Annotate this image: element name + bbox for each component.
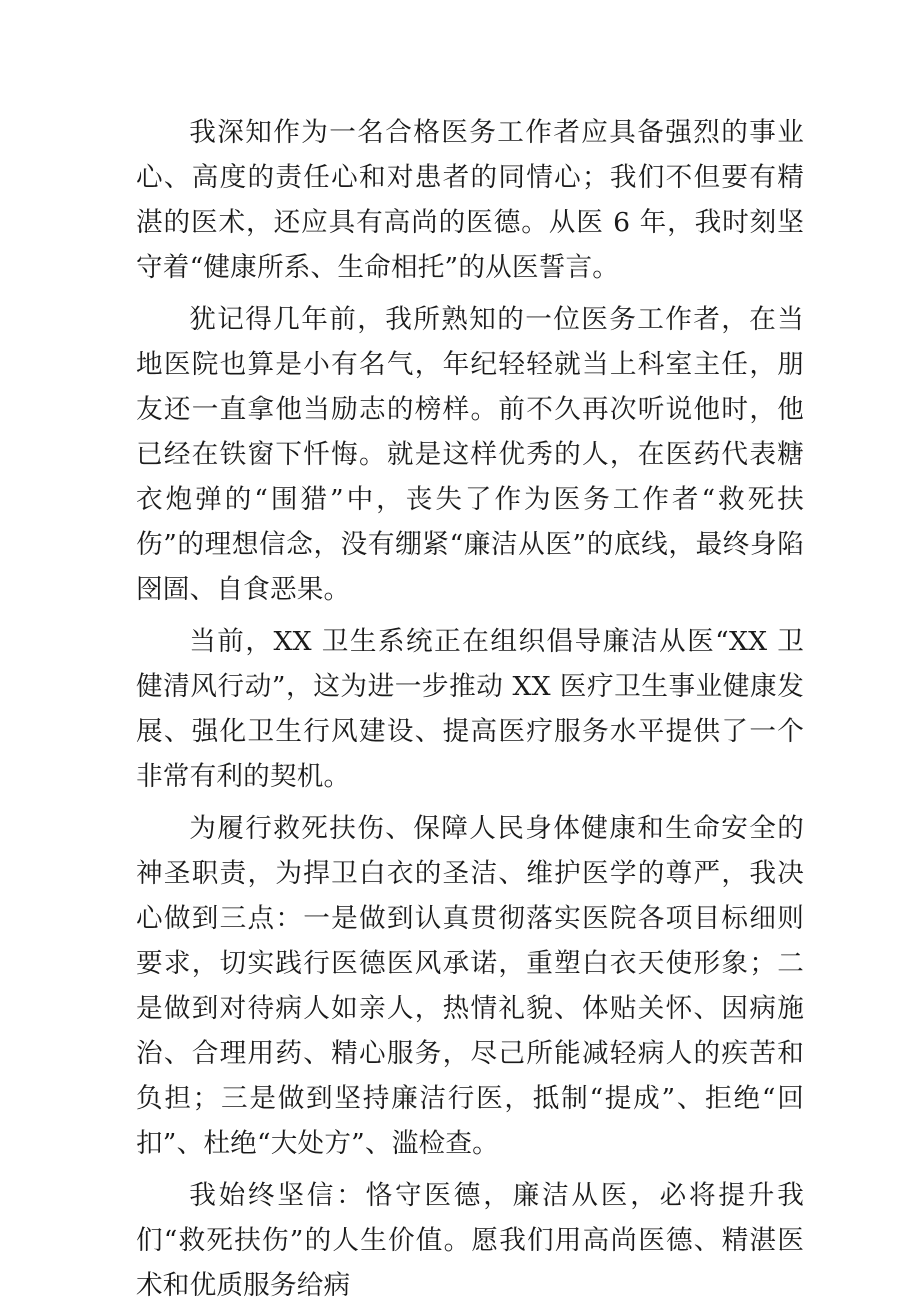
paragraph-1: 我深知作为一名合格医务工作者应具备强烈的事业心、高度的责任心和对患者的同情心；我们不但要有精湛的医术，还应具有高尚的医德。从医 6 年，我时刻坚守着“健康所系、生命相托”的从医誓言。 [136,117,804,283]
paragraph-4: 为履行救死扶伤、保障人民身体健康和生命安全的神圣职责，为捍卫白衣的圣洁、维护医学的尊严，我决心做到三点：一是做到认真贯彻落实医院各项目标细则要求，切实践行医德医风承诺，重塑白衣天使形象；二是做到对待病人如亲人，热情礼貌、体贴关怀、因病施治、合理用药、精心服务，尽己所能减轻病人的疾苦和负担；三是做到坚持廉洁行医，抵制“提成”、拒绝“回扣”、杜绝“大处方”、滥检查。 [136,813,804,1159]
paragraph-2: 犹记得几年前，我所熟知的一位医务工作者，在当地医院也算是小有名气，年纪轻轻就当上科室主任，朋友还一直拿他当励志的榜样。前不久再次听说他时，他已经在铁窗下忏悔。就是这样优秀的人，在医药代表糖衣炮弹的“围猎”中，丧失了作为医务工作者“救死扶伤”的理想信念，没有绷紧“廉洁从医”的底线，最终身陷囹圄、自食恶果。 [136,304,804,605]
paragraph-5: 我始终坚信：恪守医德，廉洁从医，必将提升我们“救死扶伤”的人生价值。愿我们用高尚医德、精湛医术和优质服务给病 [136,1180,804,1301]
document-body [136,110,804,1315]
paragraph-3: 当前，XX 卫生系统正在组织倡导廉洁从医“XX 卫健清风行动”，这为进一步推动 XX 医疗卫生事业健康发展、强化卫生行风建设、提高医疗服务水平提供了一个非常有利的契机。 [136,626,804,792]
